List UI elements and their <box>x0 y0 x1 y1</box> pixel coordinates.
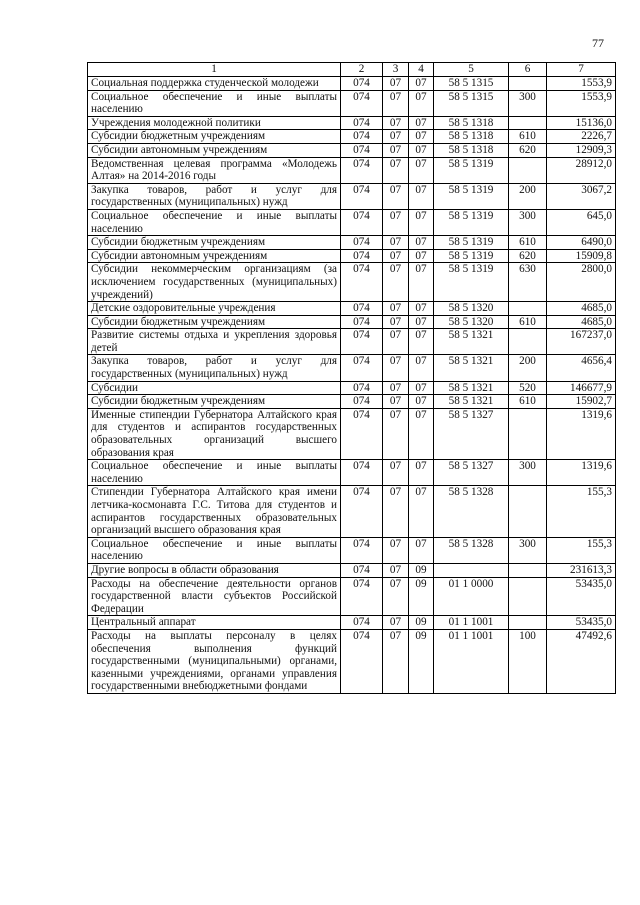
row-code-4-cell: 07 <box>409 183 434 209</box>
table-row <box>88 486 616 537</box>
row-name-cell: Субсидии <box>88 381 341 395</box>
row-name-cell: Расходы на обеспечение деятельности органов государственной власти субъектов Российской Федерации <box>88 577 341 616</box>
row-code-6-cell: 610 <box>509 395 547 409</box>
column-header-7: 7 <box>547 63 616 77</box>
row-name-cell: Субсидии автономным учреждениям <box>88 143 341 157</box>
row-code-4-cell: 07 <box>409 302 434 316</box>
row-amount-cell: 1319,6 <box>547 460 616 486</box>
row-name-cell: Закупка товаров, работ и услуг для государственных (муниципальных) нужд <box>88 183 341 209</box>
row-name-cell: Развитие системы отдыха и укрепления здоровья детей <box>88 329 341 355</box>
column-header-1: 1 <box>88 63 341 77</box>
row-code-4-cell: 09 <box>409 563 434 577</box>
row-name-cell: Детские оздоровительные учреждения <box>88 302 341 316</box>
row-code-4-cell: 07 <box>409 249 434 263</box>
column-header-5: 5 <box>434 63 509 77</box>
header-row <box>88 63 616 77</box>
row-code-5-cell: 58 5 1328 <box>434 537 509 563</box>
row-code-5-cell: 58 5 1319 <box>434 263 509 302</box>
row-code-4-cell: 07 <box>409 329 434 355</box>
row-code-2-cell: 074 <box>341 77 383 91</box>
row-code-6-cell <box>509 329 547 355</box>
row-code-2-cell: 074 <box>341 629 383 693</box>
row-code-3-cell: 07 <box>383 209 409 235</box>
row-code-6-cell <box>509 116 547 130</box>
row-code-3-cell: 07 <box>383 183 409 209</box>
row-code-5-cell: 58 5 1318 <box>434 130 509 144</box>
row-code-2-cell: 074 <box>341 563 383 577</box>
row-code-3-cell: 07 <box>383 395 409 409</box>
row-amount-cell: 155,3 <box>547 486 616 537</box>
row-name-cell: Социальная поддержка студенческой молодежи <box>88 77 341 91</box>
row-code-4-cell: 07 <box>409 143 434 157</box>
table-row <box>88 460 616 486</box>
row-code-3-cell: 07 <box>383 408 409 459</box>
row-code-5-cell: 01 1 1001 <box>434 629 509 693</box>
row-code-3-cell: 07 <box>383 616 409 630</box>
row-code-5-cell: 58 5 1321 <box>434 355 509 381</box>
row-code-3-cell: 07 <box>383 629 409 693</box>
row-name-cell: Субсидии некоммерческим организациям (за исключением государственных (муниципальных) учреждений) <box>88 263 341 302</box>
row-code-6-cell: 300 <box>509 90 547 116</box>
table-body <box>88 77 616 694</box>
row-code-6-cell: 300 <box>509 460 547 486</box>
row-code-2-cell: 074 <box>341 395 383 409</box>
row-name-cell: Субсидии автономным учреждениям <box>88 249 341 263</box>
row-code-3-cell: 07 <box>383 315 409 329</box>
table-row <box>88 355 616 381</box>
row-amount-cell: 231613,3 <box>547 563 616 577</box>
row-code-3-cell: 07 <box>383 460 409 486</box>
row-code-6-cell: 620 <box>509 143 547 157</box>
row-code-4-cell: 07 <box>409 263 434 302</box>
row-amount-cell: 155,3 <box>547 537 616 563</box>
row-code-5-cell: 58 5 1319 <box>434 209 509 235</box>
row-code-6-cell <box>509 77 547 91</box>
row-code-2-cell: 074 <box>341 577 383 616</box>
row-amount-cell: 47492,6 <box>547 629 616 693</box>
table-header <box>88 63 616 77</box>
row-code-3-cell: 07 <box>383 116 409 130</box>
row-code-5-cell: 01 1 0000 <box>434 577 509 616</box>
row-code-2-cell: 074 <box>341 116 383 130</box>
row-code-2-cell: 074 <box>341 381 383 395</box>
row-name-cell: Субсидии бюджетным учреждениям <box>88 315 341 329</box>
row-code-2-cell: 074 <box>341 209 383 235</box>
table-row <box>88 408 616 459</box>
table-row <box>88 395 616 409</box>
row-amount-cell: 15909,8 <box>547 249 616 263</box>
row-code-2-cell: 074 <box>341 408 383 459</box>
row-code-5-cell: 58 5 1319 <box>434 183 509 209</box>
row-amount-cell: 2800,0 <box>547 263 616 302</box>
row-name-cell: Закупка товаров, работ и услуг для государственных (муниципальных) нужд <box>88 355 341 381</box>
row-code-6-cell <box>509 157 547 183</box>
table-row <box>88 563 616 577</box>
row-amount-cell: 53435,0 <box>547 616 616 630</box>
row-code-3-cell: 07 <box>383 355 409 381</box>
column-header-3: 3 <box>383 63 409 77</box>
row-code-3-cell: 07 <box>383 263 409 302</box>
row-code-6-cell: 620 <box>509 249 547 263</box>
row-code-2-cell: 074 <box>341 616 383 630</box>
row-code-5-cell: 01 1 1001 <box>434 616 509 630</box>
row-code-6-cell: 610 <box>509 315 547 329</box>
row-name-cell: Расходы на выплаты персоналу в целях обеспечения выполнения функций государственными (муниципальными) органами, казенными учреждениями, органами управления государственными внебюджетными фондами <box>88 629 341 693</box>
row-code-6-cell <box>509 616 547 630</box>
row-code-3-cell: 07 <box>383 577 409 616</box>
row-amount-cell: 2226,7 <box>547 130 616 144</box>
row-code-2-cell: 074 <box>341 329 383 355</box>
row-code-3-cell: 07 <box>383 249 409 263</box>
row-code-6-cell: 520 <box>509 381 547 395</box>
row-code-5-cell: 58 5 1321 <box>434 329 509 355</box>
row-code-2-cell: 074 <box>341 460 383 486</box>
row-code-3-cell: 07 <box>383 329 409 355</box>
row-amount-cell: 15136,0 <box>547 116 616 130</box>
row-name-cell: Ведомственная целевая программа «Молодежь Алтая» на 2014-2016 годы <box>88 157 341 183</box>
row-code-2-cell: 074 <box>341 236 383 250</box>
row-amount-cell: 15902,7 <box>547 395 616 409</box>
row-code-3-cell: 07 <box>383 563 409 577</box>
row-name-cell: Социальное обеспечение и иные выплаты населению <box>88 537 341 563</box>
table-row <box>88 116 616 130</box>
row-code-4-cell: 07 <box>409 315 434 329</box>
budget-table <box>87 62 616 694</box>
row-code-6-cell <box>509 302 547 316</box>
row-code-6-cell <box>509 563 547 577</box>
row-amount-cell: 1319,6 <box>547 408 616 459</box>
row-code-3-cell: 07 <box>383 157 409 183</box>
row-code-6-cell: 200 <box>509 355 547 381</box>
row-name-cell: Социальное обеспечение и иные выплаты населению <box>88 90 341 116</box>
row-name-cell: Социальное обеспечение и иные выплаты населению <box>88 460 341 486</box>
row-code-2-cell: 074 <box>341 537 383 563</box>
row-name-cell: Субсидии бюджетным учреждениям <box>88 236 341 250</box>
row-amount-cell: 4685,0 <box>547 302 616 316</box>
table-row <box>88 315 616 329</box>
row-code-5-cell <box>434 563 509 577</box>
row-code-5-cell: 58 5 1321 <box>434 381 509 395</box>
row-code-4-cell: 09 <box>409 577 434 616</box>
row-amount-cell: 167237,0 <box>547 329 616 355</box>
row-code-2-cell: 074 <box>341 130 383 144</box>
row-code-5-cell: 58 5 1315 <box>434 77 509 91</box>
table-row <box>88 577 616 616</box>
row-amount-cell: 146677,9 <box>547 381 616 395</box>
row-code-4-cell: 07 <box>409 460 434 486</box>
row-name-cell: Центральный аппарат <box>88 616 341 630</box>
row-code-6-cell <box>509 408 547 459</box>
table-row <box>88 381 616 395</box>
row-code-5-cell: 58 5 1319 <box>434 236 509 250</box>
table-row <box>88 183 616 209</box>
table-row <box>88 143 616 157</box>
row-amount-cell: 1553,9 <box>547 90 616 116</box>
row-code-2-cell: 074 <box>341 486 383 537</box>
table-row <box>88 209 616 235</box>
page-number: 77 <box>592 36 604 50</box>
row-code-4-cell: 07 <box>409 381 434 395</box>
row-code-6-cell: 200 <box>509 183 547 209</box>
row-amount-cell: 4656,4 <box>547 355 616 381</box>
row-code-4-cell: 07 <box>409 209 434 235</box>
row-code-4-cell: 07 <box>409 236 434 250</box>
row-amount-cell: 28912,0 <box>547 157 616 183</box>
row-code-5-cell: 58 5 1319 <box>434 249 509 263</box>
row-code-5-cell: 58 5 1319 <box>434 157 509 183</box>
row-code-6-cell: 300 <box>509 209 547 235</box>
row-code-6-cell: 610 <box>509 130 547 144</box>
row-code-5-cell: 58 5 1320 <box>434 302 509 316</box>
column-header-4: 4 <box>409 63 434 77</box>
row-code-4-cell: 07 <box>409 537 434 563</box>
row-name-cell: Субсидии бюджетным учреждениям <box>88 395 341 409</box>
table-row <box>88 77 616 91</box>
table-row <box>88 249 616 263</box>
row-code-3-cell: 07 <box>383 381 409 395</box>
column-header-2: 2 <box>341 63 383 77</box>
row-code-2-cell: 074 <box>341 355 383 381</box>
row-code-2-cell: 074 <box>341 302 383 316</box>
row-code-4-cell: 07 <box>409 157 434 183</box>
row-code-5-cell: 58 5 1318 <box>434 143 509 157</box>
table-row <box>88 157 616 183</box>
row-code-6-cell: 610 <box>509 236 547 250</box>
row-code-2-cell: 074 <box>341 183 383 209</box>
table-row <box>88 537 616 563</box>
row-code-5-cell: 58 5 1327 <box>434 460 509 486</box>
row-code-5-cell: 58 5 1328 <box>434 486 509 537</box>
table-row <box>88 629 616 693</box>
row-code-2-cell: 074 <box>341 143 383 157</box>
table-row <box>88 329 616 355</box>
row-code-5-cell: 58 5 1327 <box>434 408 509 459</box>
row-code-6-cell <box>509 486 547 537</box>
row-code-6-cell <box>509 577 547 616</box>
column-header-6: 6 <box>509 63 547 77</box>
row-code-5-cell: 58 5 1315 <box>434 90 509 116</box>
row-code-3-cell: 07 <box>383 77 409 91</box>
row-code-4-cell: 07 <box>409 486 434 537</box>
table-row <box>88 236 616 250</box>
row-code-3-cell: 07 <box>383 130 409 144</box>
row-name-cell: Учреждения молодежной политики <box>88 116 341 130</box>
row-amount-cell: 1553,9 <box>547 77 616 91</box>
row-code-3-cell: 07 <box>383 90 409 116</box>
row-amount-cell: 4685,0 <box>547 315 616 329</box>
row-code-5-cell: 58 5 1320 <box>434 315 509 329</box>
row-code-4-cell: 09 <box>409 616 434 630</box>
row-code-4-cell: 07 <box>409 395 434 409</box>
row-amount-cell: 53435,0 <box>547 577 616 616</box>
row-name-cell: Именные стипендии Губернатора Алтайского края для студентов и аспирантов государственных образовательных организаций высшего образования края <box>88 408 341 459</box>
row-amount-cell: 645,0 <box>547 209 616 235</box>
row-code-2-cell: 074 <box>341 157 383 183</box>
row-code-4-cell: 07 <box>409 90 434 116</box>
row-name-cell: Социальное обеспечение и иные выплаты населению <box>88 209 341 235</box>
row-amount-cell: 12909,3 <box>547 143 616 157</box>
row-code-3-cell: 07 <box>383 302 409 316</box>
row-code-4-cell: 07 <box>409 130 434 144</box>
row-code-6-cell: 300 <box>509 537 547 563</box>
row-code-5-cell: 58 5 1321 <box>434 395 509 409</box>
row-code-3-cell: 07 <box>383 486 409 537</box>
row-code-3-cell: 07 <box>383 236 409 250</box>
row-code-6-cell: 630 <box>509 263 547 302</box>
row-code-2-cell: 074 <box>341 249 383 263</box>
row-name-cell: Стипендии Губернатора Алтайского края имени летчика-космонавта Г.С. Титова для студентов и аспирантов государственных образовательных организаций высшего образования края <box>88 486 341 537</box>
row-code-2-cell: 074 <box>341 90 383 116</box>
row-code-4-cell: 07 <box>409 408 434 459</box>
row-code-4-cell: 07 <box>409 116 434 130</box>
row-code-2-cell: 074 <box>341 263 383 302</box>
row-amount-cell: 6490,0 <box>547 236 616 250</box>
row-name-cell: Субсидии бюджетным учреждениям <box>88 130 341 144</box>
row-code-3-cell: 07 <box>383 537 409 563</box>
table-row <box>88 90 616 116</box>
table-row <box>88 263 616 302</box>
table-row <box>88 302 616 316</box>
row-name-cell: Другие вопросы в области образования <box>88 563 341 577</box>
row-code-4-cell: 09 <box>409 629 434 693</box>
table-row <box>88 616 616 630</box>
table-row <box>88 130 616 144</box>
row-code-4-cell: 07 <box>409 77 434 91</box>
row-code-4-cell: 07 <box>409 355 434 381</box>
row-code-3-cell: 07 <box>383 143 409 157</box>
row-code-6-cell: 100 <box>509 629 547 693</box>
row-code-5-cell: 58 5 1318 <box>434 116 509 130</box>
row-amount-cell: 3067,2 <box>547 183 616 209</box>
row-code-2-cell: 074 <box>341 315 383 329</box>
